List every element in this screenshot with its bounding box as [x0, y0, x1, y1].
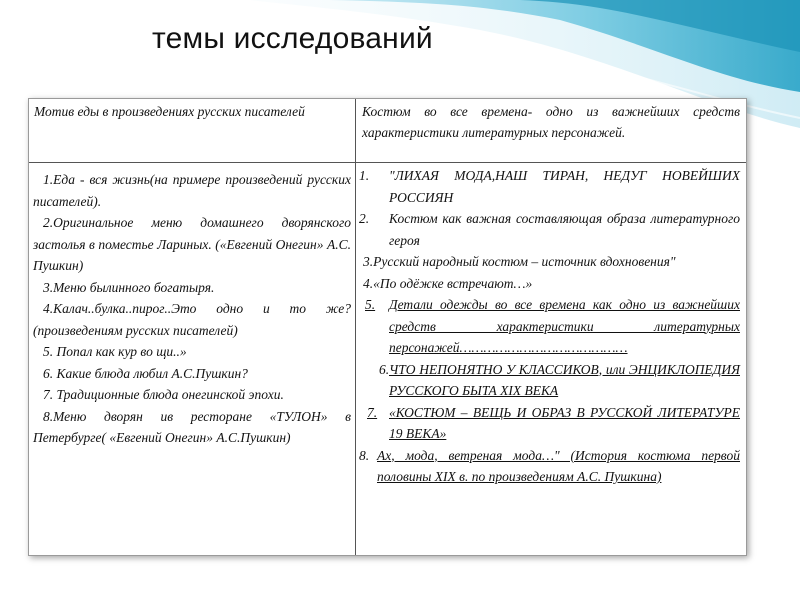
column-divider [355, 99, 356, 555]
list-item: 4.«По одёжке встречают…» [363, 275, 533, 291]
list-item: 1.Еда - вся жизнь(на примере произведений русских писателей). [33, 172, 351, 209]
food-motif-topics [33, 169, 351, 449]
right-column-header: Костюм во все времена- одно из важнейших средств характеристики литературных персонажей. [362, 104, 740, 140]
list-item: 6. Какие блюда любил А.С.Пушкин? [43, 365, 248, 381]
list-item: 2. Костюм как важная составляющая образа литературного героя [359, 211, 740, 248]
list-item: 3.Русский народный костюм – источник вдохновения" [363, 254, 676, 269]
list-item: 8. Ах, мода, ветреная мода…" (История костюма первой половины XIX в. по произведениям А.С. Пушкина) [359, 447, 740, 484]
list-item: 7. «КОСТЮМ – ВЕЩЬ И ОБРАЗ В РУССКОЙ ЛИТЕРАТУРЕ 19 ВЕКА» [367, 404, 740, 441]
list-item: 1. "ЛИХАЯ МОДА,НАШ ТИРАН, НЕДУГ НОВЕЙШИХ РОССИЯН [359, 168, 740, 205]
list-item: 6. ЧТО НЕПОНЯТНО У КЛАССИКОВ, или ЭНЦИКЛОПЕДИЯ РУССКОГО БЫТА XIX ВЕКА [379, 361, 740, 398]
topics-table [28, 98, 747, 556]
costume-topics [359, 165, 740, 488]
list-item: 3.Меню былинного богатыря. [43, 279, 215, 295]
header-divider [29, 162, 746, 163]
list-item: 4.Калач..булка..пирог..Это одно и то же?(произведениям русских писателей) [33, 301, 351, 338]
left-column-header: Мотив еды в произведениях русских писателей [34, 104, 305, 119]
list-item: 2.Оригинальное меню домашнего дворянского застолья в поместье Лариных. («Евгений Онегин» А.С. Пушкин) [33, 215, 351, 273]
list-item: 5. Попал как кур во щи..» [43, 344, 187, 359]
list-item: 5. Детали одежды во все времена как одно из важнейших средств характеристики литературных персонажей…………………………………… [365, 297, 740, 355]
list-item: 7. Традиционные блюда онегинской эпохи. [43, 387, 284, 402]
list-item: 8.Меню дворян ив ресторане «ТУЛОН» в Петербурге( «Евгений Онегин» А.С.Пушкин) [33, 408, 351, 445]
slide-title: темы исследований [152, 22, 433, 55]
